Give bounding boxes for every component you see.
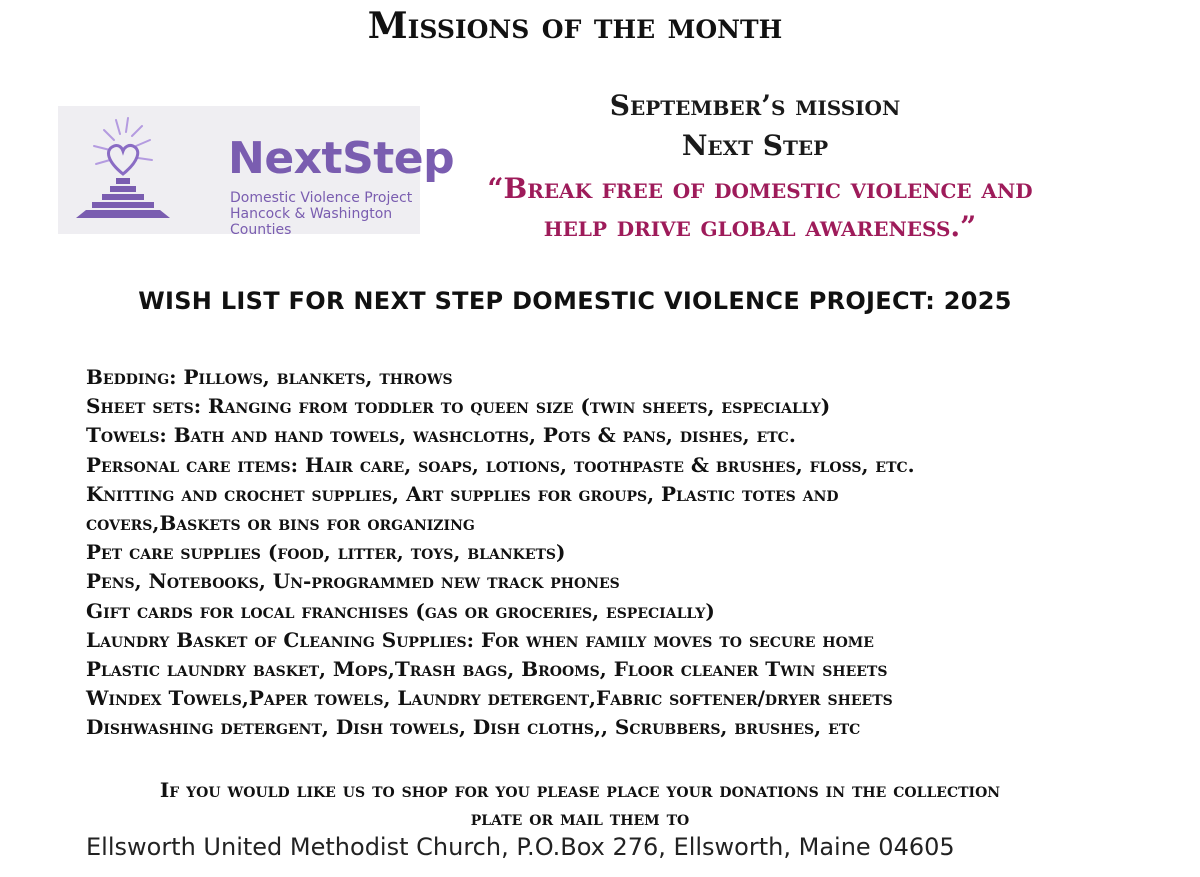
logo-subtitle: Domestic Violence Project — [230, 190, 413, 206]
mission-quote-line: help drive global awareness.” — [543, 210, 977, 243]
wish-list-item: Pet care supplies (food, litter, toys, blankets) — [86, 540, 566, 565]
wish-list-item: Dishwashing detergent, Dish towels, Dish cloths,, Scrubbers, brushes, etc — [86, 715, 861, 740]
logo-name: NextStep — [228, 133, 455, 184]
wish-list-item: Windex Towels,Paper towels, Laundry detergent,Fabric softener/dryer sheets — [86, 686, 893, 711]
mission-quote — [440, 170, 1080, 246]
wish-list-item: Bedding: Pillows, blankets, throws — [86, 365, 453, 389]
heart-staircase-icon — [58, 106, 228, 234]
mailing-address: Ellsworth United Methodist Church, P.O.Box 276, Ellsworth, Maine 04605 — [86, 833, 955, 861]
wish-list-item: Knitting and crochet supplies, Art supplies for groups, Plastic totes and — [86, 481, 839, 506]
wish-list-item: Pens, Notebooks, Un-programmed new track phones — [86, 569, 620, 594]
wish-list-item: covers,Baskets or bins for organizing — [86, 511, 475, 536]
donation-instructions-line: If you would like us to shop for you please place your donations in the collection — [159, 778, 1001, 802]
page-title: Missions of the month — [367, 5, 783, 47]
wish-list-item: Sheet sets: Ranging from toddler to queen size (twin sheets, especially) — [86, 394, 831, 419]
logo-counties: Hancock & Washington Counties — [230, 206, 393, 238]
wish-list-heading: WISH LIST FOR NEXT STEP DOMESTIC VIOLENCE PROJECT: 2025 — [138, 287, 1012, 315]
wish-list-item: Plastic laundry basket, Mops,Trash bags, Brooms, Floor cleaner Twin sheets — [86, 657, 888, 682]
wish-list-item: Laundry Basket of Cleaning Supplies: For when family moves to secure home — [86, 627, 874, 652]
donation-instructions-line: plate or mail them to — [470, 806, 690, 830]
mission-quote-line: “Break free of domestic violence and — [487, 172, 1033, 205]
wish-list-item: Towels: Bath and hand towels, washcloths, Pots & pans, dishes, etc. — [86, 423, 796, 448]
nextstep-logo — [58, 106, 455, 238]
donation-instructions — [60, 776, 1100, 832]
wish-list — [86, 363, 1086, 743]
wish-list-item: Personal care items: Hair care, soaps, lotions, toothpaste & brushes, floss, etc. — [86, 452, 915, 477]
mission-month-heading: September’s mission — [609, 89, 901, 122]
wish-list-item: Gift cards for local franchises (gas or groceries, especially) — [86, 598, 715, 623]
mission-organization: Next Step — [681, 129, 829, 162]
